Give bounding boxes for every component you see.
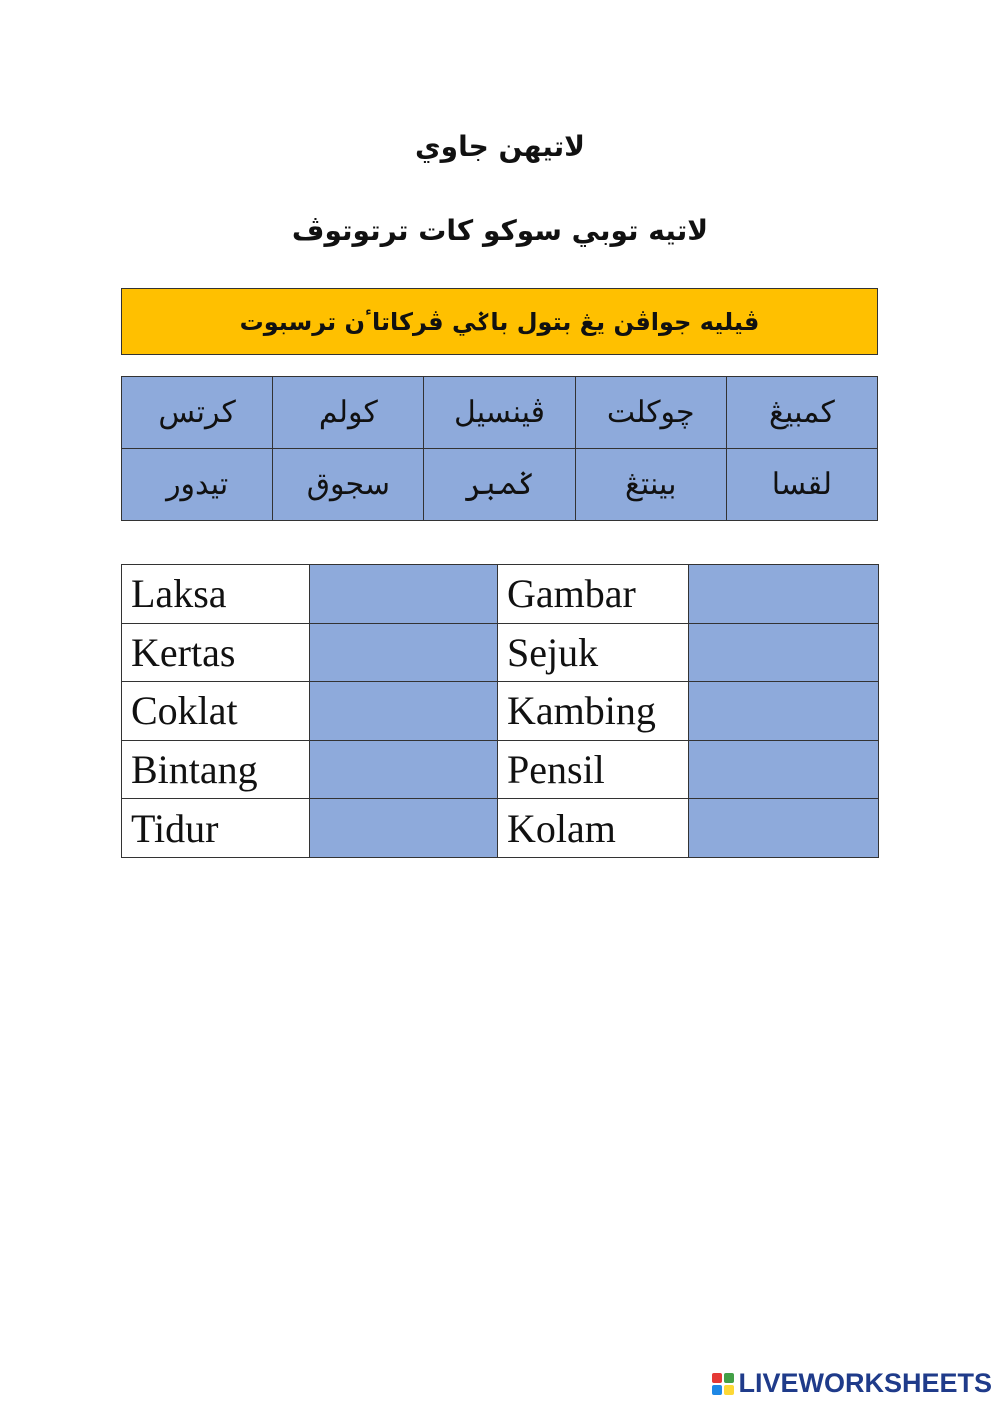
rumi-word-left: Tidur bbox=[122, 799, 310, 858]
instruction-banner: ڤيليه جواڤن يڠ بتول باݢي ڤركاتاٴن ترسبوت bbox=[121, 288, 878, 355]
jawi-word-bank bbox=[121, 376, 878, 521]
answer-drop-box[interactable] bbox=[310, 565, 498, 624]
jawi-word[interactable]: ݢمبر bbox=[424, 449, 575, 521]
liveworksheets-logo[interactable] bbox=[712, 1368, 992, 1399]
answer-table bbox=[121, 564, 879, 858]
rumi-word-left: Coklat bbox=[122, 682, 310, 741]
jawi-word[interactable]: تيدور bbox=[122, 449, 273, 521]
rumi-word-left: Kertas bbox=[122, 623, 310, 682]
table-row bbox=[122, 682, 879, 741]
answer-drop-box[interactable] bbox=[689, 623, 879, 682]
page-subtitle: لاتيه توبي سوكو كات ترتوتوڤ bbox=[291, 214, 709, 247]
jawi-word[interactable]: كولم bbox=[273, 377, 424, 449]
answer-drop-box[interactable] bbox=[689, 740, 879, 799]
rumi-word-right: Gambar bbox=[498, 565, 689, 624]
jawi-word[interactable]: ڤينسيل bbox=[424, 377, 575, 449]
liveworksheets-logo-icon bbox=[712, 1373, 734, 1395]
jawi-word[interactable]: لقسا bbox=[726, 449, 877, 521]
rumi-word-right: Kambing bbox=[498, 682, 689, 741]
table-row bbox=[122, 623, 879, 682]
page-title: لاتيهن جاوي bbox=[415, 130, 585, 163]
answer-drop-box[interactable] bbox=[689, 565, 879, 624]
table-row bbox=[122, 740, 879, 799]
jawi-row bbox=[122, 449, 878, 521]
rumi-word-left: Laksa bbox=[122, 565, 310, 624]
jawi-word[interactable]: سجوق bbox=[273, 449, 424, 521]
jawi-word[interactable]: كرتس bbox=[122, 377, 273, 449]
table-row bbox=[122, 799, 879, 858]
answer-drop-box[interactable] bbox=[310, 682, 498, 741]
table-row bbox=[122, 565, 879, 624]
answer-drop-box[interactable] bbox=[310, 799, 498, 858]
jawi-word[interactable]: كمبيڠ bbox=[726, 377, 877, 449]
jawi-word[interactable]: چوكلت bbox=[575, 377, 726, 449]
answer-drop-box[interactable] bbox=[689, 799, 879, 858]
rumi-word-right: Sejuk bbox=[498, 623, 689, 682]
answer-drop-box[interactable] bbox=[689, 682, 879, 741]
rumi-word-right: Pensil bbox=[498, 740, 689, 799]
jawi-word[interactable]: بينتڠ bbox=[575, 449, 726, 521]
answer-drop-box[interactable] bbox=[310, 623, 498, 682]
rumi-word-left: Bintang bbox=[122, 740, 310, 799]
jawi-row bbox=[122, 377, 878, 449]
rumi-word-right: Kolam bbox=[498, 799, 689, 858]
answer-drop-box[interactable] bbox=[310, 740, 498, 799]
brand-name: LIVEWORKSHEETS bbox=[738, 1368, 992, 1398]
